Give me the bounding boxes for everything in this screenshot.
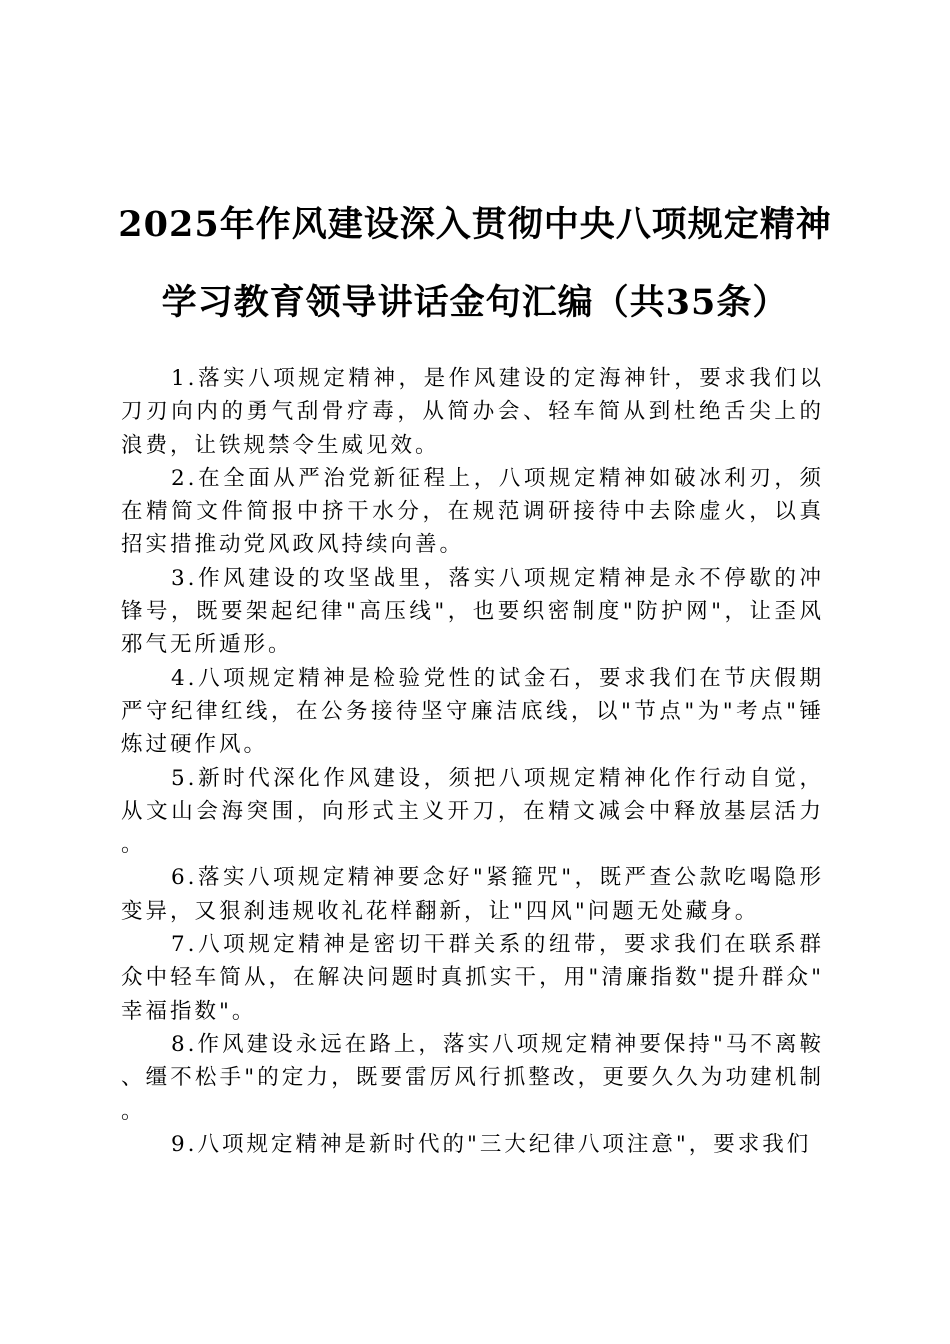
quote-item-7: 7.八项规定精神是密切干群关系的纽带，要求我们在联系群众中轻车简从，在解决问题时真抓实干，用"清廉指数"提升群众"幸福指数"。 [121,932,824,1024]
document-title [100,186,850,342]
quote-item-2: 2.在全面从严治党新征程上，八项规定精神如破冰利刃，须在精简文件简报中挤干水分，在规范调研接待中去除虚火，以真招实措推动党风政风持续向善。 [121,465,824,558]
quote-item-3: 3.作风建设的攻坚战里，落实八项规定精神是永不停歇的冲锋号，既要架起纪律"高压线"，也要织密制度"防护网"，让歪风邪气无所遁形。 [121,565,824,658]
quote-item-9: 9.八项规定精神是新时代的"三大纪律八项注意"，要求我们 [171,1131,812,1157]
quote-item-4: 4.八项规定精神是检验党性的试金石，要求我们在节庆假期严守纪律红线，在公务接待坚守廉洁底线，以"节点"为"考点"锤炼过硬作风。 [121,665,824,758]
quote-item-6: 6.落实八项规定精神要念好"紧箍咒"，既严查公款吃喝隐形变异，又狠刹违规收礼花样翻新，让"四风"问题无处藏身。 [121,865,824,924]
title-line-1: 2025年作风建设深入贯彻中央八项规定精神 [118,204,832,245]
document-body [121,362,824,1161]
quote-item-8: 8.作风建设永远在路上，落实八项规定精神要保持"马不离鞍、缰不松手"的定力，既要雷厉风行抓整改，更要久久为功建机制。 [121,1031,824,1124]
quote-item-1: 1.落实八项规定精神，是作风建设的定海神针，要求我们以刀刃向内的勇气刮骨疗毒，从简办会、轻车简从到杜绝舌尖上的浪费，让铁规禁令生威见效。 [121,366,824,458]
quote-item-5: 5.新时代深化作风建设，须把八项规定精神化作行动自觉，从文山会海突围，向形式主义开刀，在精文减会中释放基层活力。 [121,765,824,858]
title-line-2: 学习教育领导讲话金句汇编（共35条） [161,282,789,323]
